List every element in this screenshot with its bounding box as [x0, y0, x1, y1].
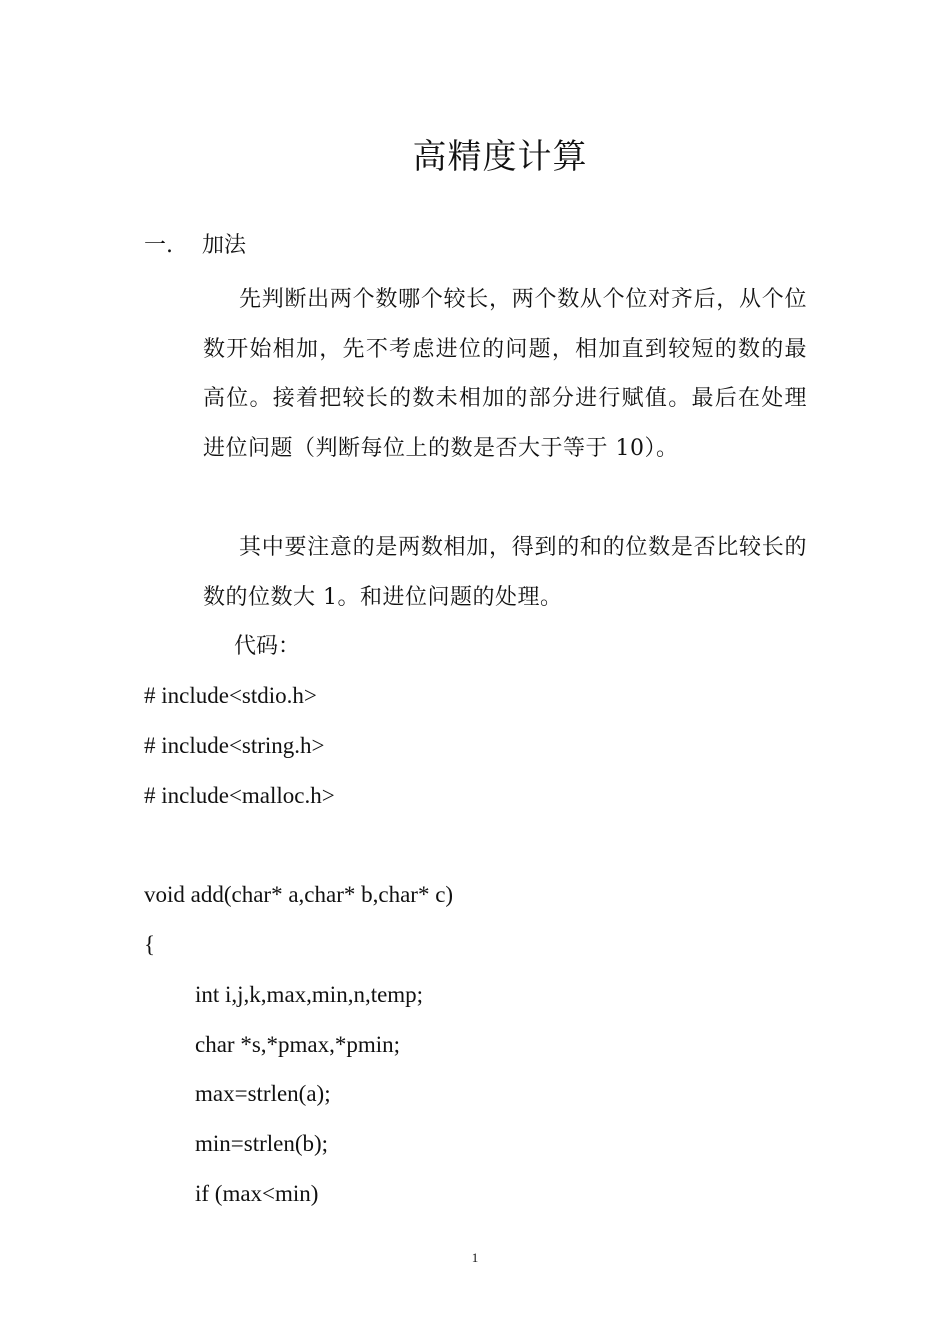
code-line: # include<stdio.h> [144, 683, 317, 708]
code-line: void add(char* a,char* b,char* c) [144, 882, 454, 908]
code-line: if (max<min) [195, 1180, 319, 1206]
section-title: 加法 [202, 233, 247, 258]
code-line: char *s,*pmax,*pmin; [195, 1031, 401, 1057]
paragraph-2: 其中要注意的是两数相加，得到的和的位数是否比较长的数的位数大 1。和进位问题的处理。 [203, 535, 807, 610]
code-line: # include<string.h> [144, 732, 325, 758]
paragraph-1: 先判断出两个数哪个较长，两个数从个位对齐后，从个位数开始相加，先不考虑进位的问题，相加直到较短的数的最高位。接着把较长的数未相加的部分进行赋值。最后在处理进位问题（判断每位上的数是否大于等于 10）。 [203, 287, 807, 462]
section-heading [144, 228, 246, 264]
code-line: min=strlen(b); [195, 1131, 329, 1157]
section-number: 一. [144, 233, 173, 258]
code-line-blank [144, 820, 844, 870]
page-number: 1 [471, 1250, 479, 1265]
code-block [144, 671, 844, 1219]
code-line: int i,j,k,max,min,n,temp; [195, 981, 424, 1007]
code-line: max=strlen(a); [195, 1081, 331, 1107]
page-title: 高精度计算 [412, 137, 588, 177]
code-label: 代码： [234, 634, 301, 659]
code-line: { [144, 931, 156, 957]
code-line: # include<malloc.h> [144, 782, 335, 808]
